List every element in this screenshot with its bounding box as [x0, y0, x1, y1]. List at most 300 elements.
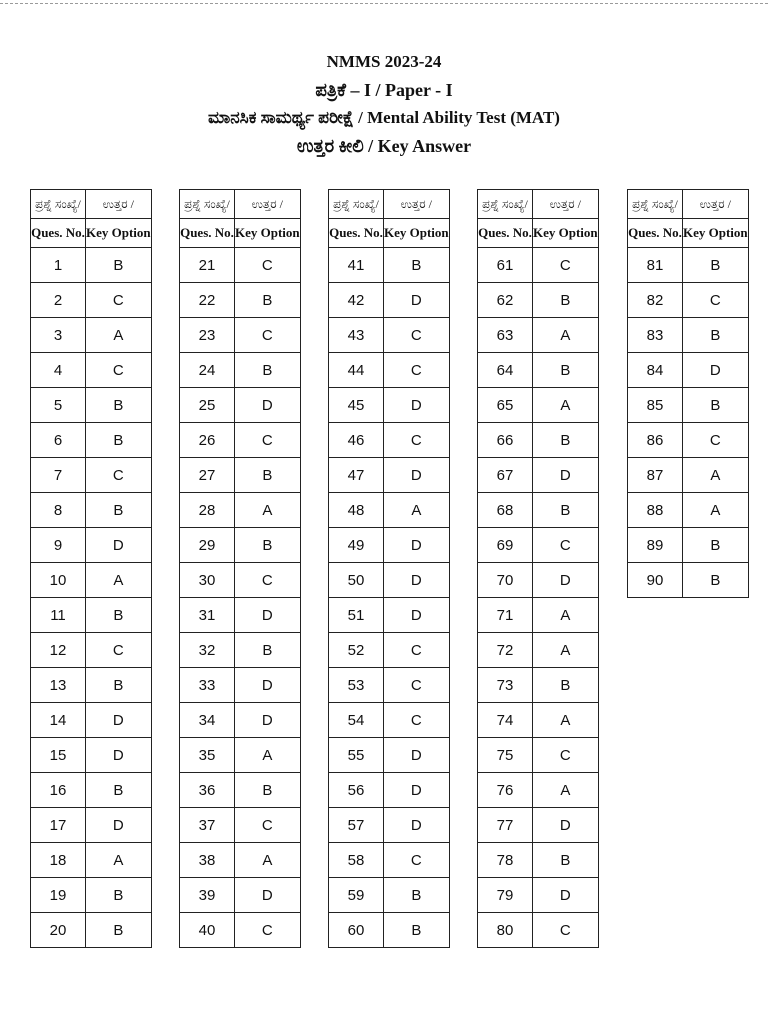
table-row: [180, 598, 301, 633]
question-number: 81: [628, 248, 683, 283]
answer-option: B: [533, 668, 599, 703]
answer-option: B: [533, 843, 599, 878]
table-row: [31, 668, 152, 703]
question-number: 34: [180, 703, 235, 738]
question-number: 39: [180, 878, 235, 913]
table-row: [628, 388, 749, 423]
answer-option: A: [86, 563, 152, 598]
question-number: 56: [329, 773, 384, 808]
answer-option: D: [384, 773, 450, 808]
question-number: 59: [329, 878, 384, 913]
answer-option: D: [235, 388, 301, 423]
table-row: [180, 808, 301, 843]
answer-option: C: [235, 563, 301, 598]
answer-option: B: [86, 913, 152, 948]
question-number: 7: [31, 458, 86, 493]
qno-header-kannada: ಪ್ರಶ್ನೆ ಸಂಖ್ಯೆ/: [180, 190, 235, 219]
question-number: 70: [478, 563, 533, 598]
answer-option: B: [384, 913, 450, 948]
table-row: [180, 913, 301, 948]
question-number: 46: [329, 423, 384, 458]
table-row: [478, 843, 599, 878]
table-row: [478, 598, 599, 633]
table-row: [628, 423, 749, 458]
question-number: 10: [31, 563, 86, 598]
answer-header-kannada: ಉತ್ತರ /: [384, 190, 450, 219]
question-number: 8: [31, 493, 86, 528]
exam-title: NMMS 2023-24: [326, 52, 442, 71]
answer-option: C: [235, 318, 301, 353]
table-row: [329, 423, 450, 458]
table-row: [31, 913, 152, 948]
question-number: 65: [478, 388, 533, 423]
answer-option: C: [533, 913, 599, 948]
answer-option: D: [235, 598, 301, 633]
table-row: [180, 248, 301, 283]
answer-option: D: [235, 668, 301, 703]
answer-option: D: [384, 598, 450, 633]
table-row: [478, 388, 599, 423]
question-number: 22: [180, 283, 235, 318]
answer-option: D: [86, 528, 152, 563]
question-number: 9: [31, 528, 86, 563]
qno-header: Ques. No.: [628, 219, 683, 248]
table-row: [31, 843, 152, 878]
question-number: 71: [478, 598, 533, 633]
table-row: [628, 528, 749, 563]
table-row: [329, 318, 450, 353]
table-row: [180, 458, 301, 493]
table-row: [180, 843, 301, 878]
answer-option: C: [533, 528, 599, 563]
table-row: [329, 353, 450, 388]
answer-option: B: [235, 528, 301, 563]
table-row: [329, 878, 450, 913]
question-number: 80: [478, 913, 533, 948]
table-row: [180, 388, 301, 423]
answer-option: D: [86, 703, 152, 738]
answer-option: C: [384, 633, 450, 668]
table-row: [478, 668, 599, 703]
answer-option: A: [384, 493, 450, 528]
question-number: 24: [180, 353, 235, 388]
question-number: 26: [180, 423, 235, 458]
table-row: [628, 283, 749, 318]
question-number: 29: [180, 528, 235, 563]
answer-option: B: [86, 598, 152, 633]
answer-option: C: [384, 843, 450, 878]
answer-option: A: [683, 458, 749, 493]
question-number: 84: [628, 353, 683, 388]
question-number: 61: [478, 248, 533, 283]
answer-option: C: [235, 808, 301, 843]
table-row: [31, 563, 152, 598]
header-row-english: [628, 219, 749, 248]
answer-option: D: [86, 808, 152, 843]
question-number: 33: [180, 668, 235, 703]
qno-header-kannada: ಪ್ರಶ್ನೆ ಸಂಖ್ಯೆ/: [31, 190, 86, 219]
question-number: 51: [329, 598, 384, 633]
table-row: [478, 913, 599, 948]
table-row: [478, 703, 599, 738]
table-row: [31, 318, 152, 353]
question-number: 16: [31, 773, 86, 808]
table-row: [180, 493, 301, 528]
table-row: [478, 318, 599, 353]
question-number: 3: [31, 318, 86, 353]
question-number: 49: [329, 528, 384, 563]
answer-table-2: [179, 189, 301, 948]
answer-option: C: [86, 458, 152, 493]
table-row: [478, 423, 599, 458]
table-row: [31, 773, 152, 808]
answer-option: C: [384, 668, 450, 703]
table-row: [31, 493, 152, 528]
question-number: 60: [329, 913, 384, 948]
question-number: 79: [478, 878, 533, 913]
question-number: 58: [329, 843, 384, 878]
answer-option: B: [683, 248, 749, 283]
question-number: 11: [31, 598, 86, 633]
answer-table-4: [477, 189, 599, 948]
table-row: [628, 248, 749, 283]
answer-option: B: [86, 388, 152, 423]
answer-option: B: [384, 248, 450, 283]
question-number: 14: [31, 703, 86, 738]
answer-option: B: [235, 633, 301, 668]
answer-option: A: [235, 843, 301, 878]
table-row: [329, 283, 450, 318]
answer-option: B: [86, 668, 152, 703]
table-row: [329, 528, 450, 563]
question-number: 41: [329, 248, 384, 283]
table-row: [31, 808, 152, 843]
answer-option: C: [683, 283, 749, 318]
answer-option: C: [384, 423, 450, 458]
question-number: 72: [478, 633, 533, 668]
answer-option: D: [235, 703, 301, 738]
answer-option: B: [86, 423, 152, 458]
question-number: 66: [478, 423, 533, 458]
table-row: [329, 808, 450, 843]
question-number: 20: [31, 913, 86, 948]
question-number: 1: [31, 248, 86, 283]
question-number: 69: [478, 528, 533, 563]
table-row: [329, 493, 450, 528]
header-row-english: [329, 219, 450, 248]
table-row: [329, 248, 450, 283]
question-number: 19: [31, 878, 86, 913]
table-row: [31, 598, 152, 633]
question-number: 5: [31, 388, 86, 423]
answer-option: B: [235, 283, 301, 318]
answer-option: B: [683, 318, 749, 353]
table-row: [180, 318, 301, 353]
question-number: 62: [478, 283, 533, 318]
table-row: [31, 528, 152, 563]
table-row: [31, 283, 152, 318]
qno-header-kannada: ಪ್ರಶ್ನೆ ಸಂಖ್ಯೆ/: [628, 190, 683, 219]
question-number: 42: [329, 283, 384, 318]
question-number: 12: [31, 633, 86, 668]
answer-option: A: [533, 318, 599, 353]
answer-option: C: [384, 318, 450, 353]
answer-header: Key Option: [683, 219, 749, 248]
answer-header-kannada: ಉತ್ತರ /: [683, 190, 749, 219]
question-number: 52: [329, 633, 384, 668]
table-row: [478, 248, 599, 283]
table-row: [31, 248, 152, 283]
question-number: 43: [329, 318, 384, 353]
table-row: [180, 423, 301, 458]
answer-option: C: [384, 353, 450, 388]
question-number: 76: [478, 773, 533, 808]
question-number: 15: [31, 738, 86, 773]
answer-table-5: [627, 189, 749, 598]
header-row-kannada: [180, 190, 301, 219]
answer-option: B: [86, 878, 152, 913]
answer-option: B: [533, 423, 599, 458]
question-number: 55: [329, 738, 384, 773]
answer-option: B: [533, 493, 599, 528]
answer-header: Key Option: [86, 219, 152, 248]
table-row: [478, 458, 599, 493]
question-number: 87: [628, 458, 683, 493]
answer-option: D: [384, 563, 450, 598]
answer-option: B: [86, 773, 152, 808]
question-number: 82: [628, 283, 683, 318]
qno-header: Ques. No.: [329, 219, 384, 248]
question-number: 90: [628, 563, 683, 598]
answer-option: A: [533, 388, 599, 423]
answer-option: C: [683, 423, 749, 458]
answer-option: D: [384, 388, 450, 423]
table-row: [478, 353, 599, 388]
qno-header-kannada: ಪ್ರಶ್ನೆ ಸಂಖ್ಯೆ/: [478, 190, 533, 219]
answer-option: A: [683, 493, 749, 528]
answer-option: D: [533, 878, 599, 913]
question-number: 86: [628, 423, 683, 458]
page-top-edge: [0, 3, 768, 4]
table-row: [329, 598, 450, 633]
header-row-kannada: [628, 190, 749, 219]
answer-option: D: [533, 808, 599, 843]
question-number: 53: [329, 668, 384, 703]
question-number: 28: [180, 493, 235, 528]
table-row: [478, 773, 599, 808]
table-row: [329, 773, 450, 808]
qno-header-kannada: ಪ್ರಶ್ನೆ ಸಂಖ್ಯೆ/: [329, 190, 384, 219]
table-row: [628, 318, 749, 353]
question-number: 36: [180, 773, 235, 808]
qno-header: Ques. No.: [180, 219, 235, 248]
header-row-english: [478, 219, 599, 248]
table-row: [31, 633, 152, 668]
question-number: 74: [478, 703, 533, 738]
table-row: [478, 528, 599, 563]
table-row: [329, 388, 450, 423]
table-row: [180, 703, 301, 738]
table-row: [478, 878, 599, 913]
table-row: [180, 633, 301, 668]
question-number: 17: [31, 808, 86, 843]
header-row-kannada: [478, 190, 599, 219]
question-number: 57: [329, 808, 384, 843]
question-number: 75: [478, 738, 533, 773]
question-number: 44: [329, 353, 384, 388]
question-number: 23: [180, 318, 235, 353]
table-row: [180, 283, 301, 318]
question-number: 30: [180, 563, 235, 598]
answer-header-kannada: ಉತ್ತರ /: [533, 190, 599, 219]
table-row: [329, 738, 450, 773]
answer-option: D: [683, 353, 749, 388]
answer-option: B: [384, 878, 450, 913]
table-row: [478, 563, 599, 598]
question-number: 37: [180, 808, 235, 843]
question-number: 48: [329, 493, 384, 528]
table-row: [478, 738, 599, 773]
key-answer-title: ಉತ್ತರ ಕೀಲಿ / Key Answer: [296, 136, 472, 156]
question-number: 50: [329, 563, 384, 598]
question-number: 21: [180, 248, 235, 283]
table-row: [628, 458, 749, 493]
answer-option: A: [533, 633, 599, 668]
answer-option: A: [235, 493, 301, 528]
document-header: [0, 48, 768, 160]
question-number: 6: [31, 423, 86, 458]
answer-option: C: [86, 353, 152, 388]
table-row: [628, 353, 749, 388]
header-row-kannada: [329, 190, 450, 219]
answer-option: D: [384, 283, 450, 318]
question-number: 38: [180, 843, 235, 878]
question-number: 45: [329, 388, 384, 423]
question-number: 77: [478, 808, 533, 843]
question-number: 47: [329, 458, 384, 493]
answer-option: D: [533, 563, 599, 598]
answer-option: D: [384, 528, 450, 563]
answer-option: C: [533, 738, 599, 773]
answer-option: A: [235, 738, 301, 773]
question-number: 54: [329, 703, 384, 738]
answer-header-kannada: ಉತ್ತರ /: [235, 190, 301, 219]
answer-option: B: [533, 283, 599, 318]
question-number: 27: [180, 458, 235, 493]
table-row: [31, 703, 152, 738]
question-number: 18: [31, 843, 86, 878]
answer-option: D: [86, 738, 152, 773]
answer-option: D: [384, 738, 450, 773]
answer-option: A: [86, 843, 152, 878]
table-row: [628, 493, 749, 528]
question-number: 63: [478, 318, 533, 353]
answer-option: B: [235, 773, 301, 808]
question-number: 83: [628, 318, 683, 353]
table-row: [31, 458, 152, 493]
question-number: 78: [478, 843, 533, 878]
answer-option: A: [533, 598, 599, 633]
table-row: [329, 668, 450, 703]
answer-option: C: [384, 703, 450, 738]
answer-option: C: [86, 633, 152, 668]
answer-option: C: [235, 913, 301, 948]
header-row-english: [31, 219, 152, 248]
table-row: [180, 353, 301, 388]
question-number: 13: [31, 668, 86, 703]
table-row: [180, 563, 301, 598]
header-row-english: [180, 219, 301, 248]
answer-option: B: [683, 563, 749, 598]
question-number: 88: [628, 493, 683, 528]
question-number: 67: [478, 458, 533, 493]
table-row: [478, 493, 599, 528]
answer-header: Key Option: [384, 219, 450, 248]
table-row: [628, 563, 749, 598]
answer-option: C: [533, 248, 599, 283]
table-row: [478, 283, 599, 318]
answer-option: B: [533, 353, 599, 388]
paper-title: ಪತ್ರಿಕೆ – I / Paper - I: [315, 80, 453, 100]
question-number: 85: [628, 388, 683, 423]
question-number: 35: [180, 738, 235, 773]
qno-header: Ques. No.: [31, 219, 86, 248]
table-row: [329, 563, 450, 598]
answer-option: B: [86, 493, 152, 528]
answer-option: B: [683, 528, 749, 563]
table-row: [180, 668, 301, 703]
question-number: 89: [628, 528, 683, 563]
answer-option: D: [384, 458, 450, 493]
header-row-kannada: [31, 190, 152, 219]
table-row: [31, 738, 152, 773]
table-row: [329, 913, 450, 948]
table-row: [180, 773, 301, 808]
table-row: [180, 528, 301, 563]
table-row: [31, 878, 152, 913]
answer-header: Key Option: [235, 219, 301, 248]
question-number: 73: [478, 668, 533, 703]
table-row: [180, 738, 301, 773]
answer-option: D: [384, 808, 450, 843]
answer-header-kannada: ಉತ್ತರ /: [86, 190, 152, 219]
table-row: [31, 423, 152, 458]
answer-option: D: [235, 878, 301, 913]
question-number: 64: [478, 353, 533, 388]
answer-option: B: [235, 353, 301, 388]
answer-option: D: [533, 458, 599, 493]
answer-table-3: [328, 189, 450, 948]
answer-option: A: [86, 318, 152, 353]
question-number: 68: [478, 493, 533, 528]
table-row: [31, 353, 152, 388]
answer-option: A: [533, 773, 599, 808]
table-row: [329, 633, 450, 668]
table-row: [478, 808, 599, 843]
question-number: 31: [180, 598, 235, 633]
answer-option: B: [235, 458, 301, 493]
answer-option: B: [683, 388, 749, 423]
answer-table-1: [30, 189, 152, 948]
answer-header: Key Option: [533, 219, 599, 248]
question-number: 32: [180, 633, 235, 668]
subject-title: ಮಾನಸಿಕ ಸಾಮರ್ಥ್ಯ ಪರೀಕ್ಷೆ / Mental Ability Test (MAT): [208, 108, 560, 127]
question-number: 2: [31, 283, 86, 318]
answer-option: A: [533, 703, 599, 738]
table-row: [478, 633, 599, 668]
table-row: [31, 388, 152, 423]
table-row: [180, 878, 301, 913]
